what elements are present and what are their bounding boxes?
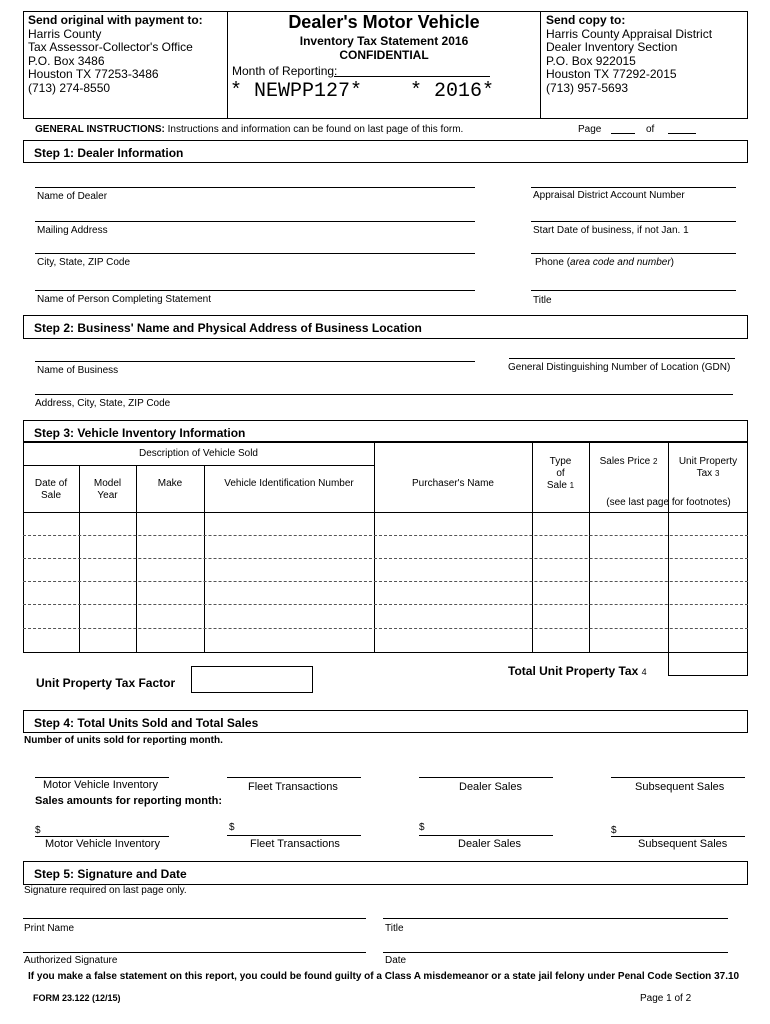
send-original-line: P.O. Box 3486 — [28, 53, 105, 68]
col-unit-tax — [668, 456, 748, 480]
step3-header — [23, 420, 748, 442]
form-subtitle: Inventory Tax Statement 2016 — [299, 34, 469, 48]
units-dealer-input[interactable] — [419, 777, 553, 778]
dealer-name-label: Name of Dealer — [37, 191, 108, 202]
sales-mv-inventory-input[interactable] — [35, 836, 169, 837]
footnote-marker: 2 — [652, 457, 658, 466]
signature-note: Signature required on last page only. — [24, 885, 187, 896]
phone-label-italic: area code and number — [570, 257, 671, 268]
send-copy-line: Harris County Appraisal District — [546, 26, 713, 41]
units-fleet-label: Fleet Transactions — [248, 781, 338, 793]
units-fleet-input[interactable] — [227, 777, 361, 778]
account-number-input[interactable] — [531, 187, 736, 188]
sales-subsequent-input[interactable] — [611, 836, 745, 837]
col-unit-tax-word: Tax — [696, 468, 713, 479]
send-copy-heading: Send copy to: — [546, 13, 626, 27]
tax-factor-label: Unit Property Tax Factor — [36, 676, 176, 690]
description-header: Description of Vehicle Sold — [139, 448, 258, 459]
col-model-line: Year — [97, 490, 118, 501]
col-model-year — [79, 478, 136, 502]
step2-title: Step 2: Business' Name and Physical Address of Business Location — [34, 321, 422, 335]
phone-input[interactable] — [531, 253, 736, 254]
phone-label — [535, 257, 674, 268]
signature-label: Authorized Signature — [24, 955, 118, 966]
account-number-label: Appraisal District Account Number — [533, 190, 685, 201]
table-row[interactable] — [23, 605, 748, 628]
footnote-marker: 4 — [641, 667, 647, 677]
col-model-line: Model — [93, 478, 122, 489]
city-state-zip-label: City, State, ZIP Code — [37, 257, 131, 268]
print-name-label: Print Name — [24, 923, 75, 934]
person-name-input[interactable] — [35, 290, 475, 291]
units-subsequent-input[interactable] — [611, 777, 745, 778]
table-row[interactable] — [23, 536, 748, 558]
col-date-line: Sale — [40, 490, 61, 501]
title-label: Title — [533, 295, 552, 306]
col-type-word: Sale — [546, 480, 567, 491]
general-instructions-label: GENERAL INSTRUCTIONS: — [35, 124, 165, 135]
mailing-address-label: Mailing Address — [37, 225, 108, 236]
form-number: FORM 23.122 (12/15) — [33, 993, 121, 1003]
page-number-input[interactable] — [611, 133, 635, 134]
page-label: Page — [578, 124, 602, 135]
send-copy-line: (713) 957-5693 — [546, 80, 629, 95]
send-original-line: Houston TX 77253-3486 — [28, 67, 159, 81]
total-unit-tax-label — [508, 664, 647, 678]
step1-header — [23, 140, 748, 163]
general-instructions-text: Instructions and information can be found on last page of this form. — [167, 124, 464, 135]
date-input[interactable] — [383, 952, 728, 953]
month-label: Month of Reporting: — [232, 64, 338, 78]
sales-amounts-label: Sales amounts for reporting month: — [35, 795, 223, 807]
business-address-input[interactable] — [35, 394, 733, 395]
barcode-id: * NEWPP127* — [230, 80, 363, 103]
units-mv-inventory-label: Motor Vehicle Inventory — [43, 779, 158, 791]
col-vin: Vehicle Identification Number — [224, 478, 354, 489]
footnote-note: (see last page for footnotes) — [606, 497, 731, 508]
col-sales-price-label: Sales Price — [599, 456, 651, 467]
currency-symbol: $ — [419, 822, 425, 833]
send-copy-line: Houston TX 77292-2015 — [546, 67, 677, 81]
of-label: of — [646, 124, 655, 135]
step1-title: Step 1: Dealer Information — [34, 146, 184, 160]
col-make: Make — [157, 478, 183, 489]
col-type-line: of — [556, 468, 565, 479]
page-indicator: Page 1 of 2 — [640, 993, 692, 1004]
gdn-label: General Distinguishing Number of Location (GDN) — [508, 362, 731, 373]
barcode-year: * 2016* — [410, 80, 495, 103]
print-name-input[interactable] — [23, 918, 366, 919]
step3-title: Step 3: Vehicle Inventory Information — [34, 426, 246, 440]
send-original-line: (713) 274-8550 — [28, 80, 111, 95]
sales-dealer-label: Dealer Sales — [458, 838, 521, 850]
header-divider-right — [540, 11, 541, 119]
footnote-marker: 1 — [569, 481, 575, 490]
currency-symbol: $ — [35, 825, 41, 836]
page-total-input[interactable] — [668, 133, 696, 134]
send-original-block — [28, 14, 203, 95]
form-title: Dealer's Motor Vehicle — [288, 12, 480, 32]
table-row[interactable] — [23, 582, 748, 604]
step5-header — [23, 861, 748, 885]
false-statement-warning: If you make a false statement on this report, you could be found guilty of a Class A misdemeanor or a state jail felony under Penal Code Section 37.10 — [28, 971, 740, 982]
col-type-line: Type — [549, 456, 572, 467]
units-dealer-label: Dealer Sales — [459, 781, 522, 793]
currency-symbol: $ — [229, 822, 235, 833]
send-copy-line: Dealer Inventory Section — [546, 40, 678, 54]
units-subsequent-label: Subsequent Sales — [635, 781, 725, 793]
step5-title: Step 5: Signature and Date — [34, 867, 187, 881]
business-name-input[interactable] — [35, 361, 475, 362]
col-date-of-sale — [23, 478, 79, 502]
tax-factor-input[interactable] — [191, 666, 313, 693]
sales-fleet-label: Fleet Transactions — [250, 838, 340, 850]
mailing-address-input[interactable] — [35, 221, 475, 222]
col-unit-tax-line: Unit Property — [678, 456, 738, 467]
col-type-of-sale — [532, 456, 589, 492]
col-purchaser: Purchaser's Name — [412, 478, 494, 489]
step2-header — [23, 315, 748, 339]
signer-title-label: Title — [385, 923, 404, 934]
gdn-input[interactable] — [509, 358, 735, 359]
currency-symbol: $ — [611, 825, 617, 836]
sales-fleet-input[interactable] — [227, 835, 361, 836]
col-date-line: Date of — [34, 478, 68, 489]
units-sold-label: Number of units sold for reporting month. — [24, 735, 223, 746]
step4-title: Step 4: Total Units Sold and Total Sales — [34, 716, 259, 730]
units-mv-inventory-input[interactable] — [35, 777, 169, 778]
start-date-input[interactable] — [531, 221, 736, 222]
phone-label-start: Phone ( — [535, 257, 571, 268]
send-original-heading: Send original with payment to: — [28, 13, 203, 27]
sales-mv-inventory-label: Motor Vehicle Inventory — [45, 838, 160, 850]
dealer-name-input[interactable] — [35, 187, 475, 188]
total-unit-tax-field[interactable] — [668, 652, 748, 676]
col-unit-tax-line — [668, 468, 748, 480]
sales-dealer-input[interactable] — [419, 835, 553, 836]
general-instructions — [35, 124, 463, 135]
table-row[interactable] — [23, 513, 748, 535]
business-address-label: Address, City, State, ZIP Code — [35, 398, 171, 409]
table-row[interactable] — [23, 559, 748, 581]
start-date-label: Start Date of business, if not Jan. 1 — [533, 225, 689, 236]
confidential-label: CONFIDENTIAL — [339, 48, 429, 62]
signer-title-input[interactable] — [383, 918, 728, 919]
total-unit-tax-text: Total Unit Property Tax — [508, 664, 639, 678]
title-input[interactable] — [531, 290, 736, 291]
month-input-line[interactable] — [334, 76, 490, 77]
date-label: Date — [385, 955, 407, 966]
send-original-line: Harris County — [28, 26, 102, 41]
col-type-line — [532, 480, 589, 492]
city-state-zip-input[interactable] — [35, 253, 475, 254]
step4-header — [23, 710, 748, 733]
send-copy-block — [546, 14, 712, 95]
table-row[interactable] — [23, 629, 748, 653]
person-name-label: Name of Person Completing Statement — [37, 294, 211, 305]
description-underline — [23, 465, 374, 466]
signature-input[interactable] — [23, 952, 366, 953]
business-name-label: Name of Business — [37, 365, 119, 376]
send-original-line: Tax Assessor-Collector's Office — [28, 40, 193, 54]
footnote-marker: 3 — [714, 469, 720, 478]
phone-label-end: ) — [670, 257, 674, 268]
sales-subsequent-label: Subsequent Sales — [638, 838, 728, 850]
col-sales-price — [589, 456, 668, 468]
send-copy-line: P.O. Box 922015 — [546, 53, 636, 68]
